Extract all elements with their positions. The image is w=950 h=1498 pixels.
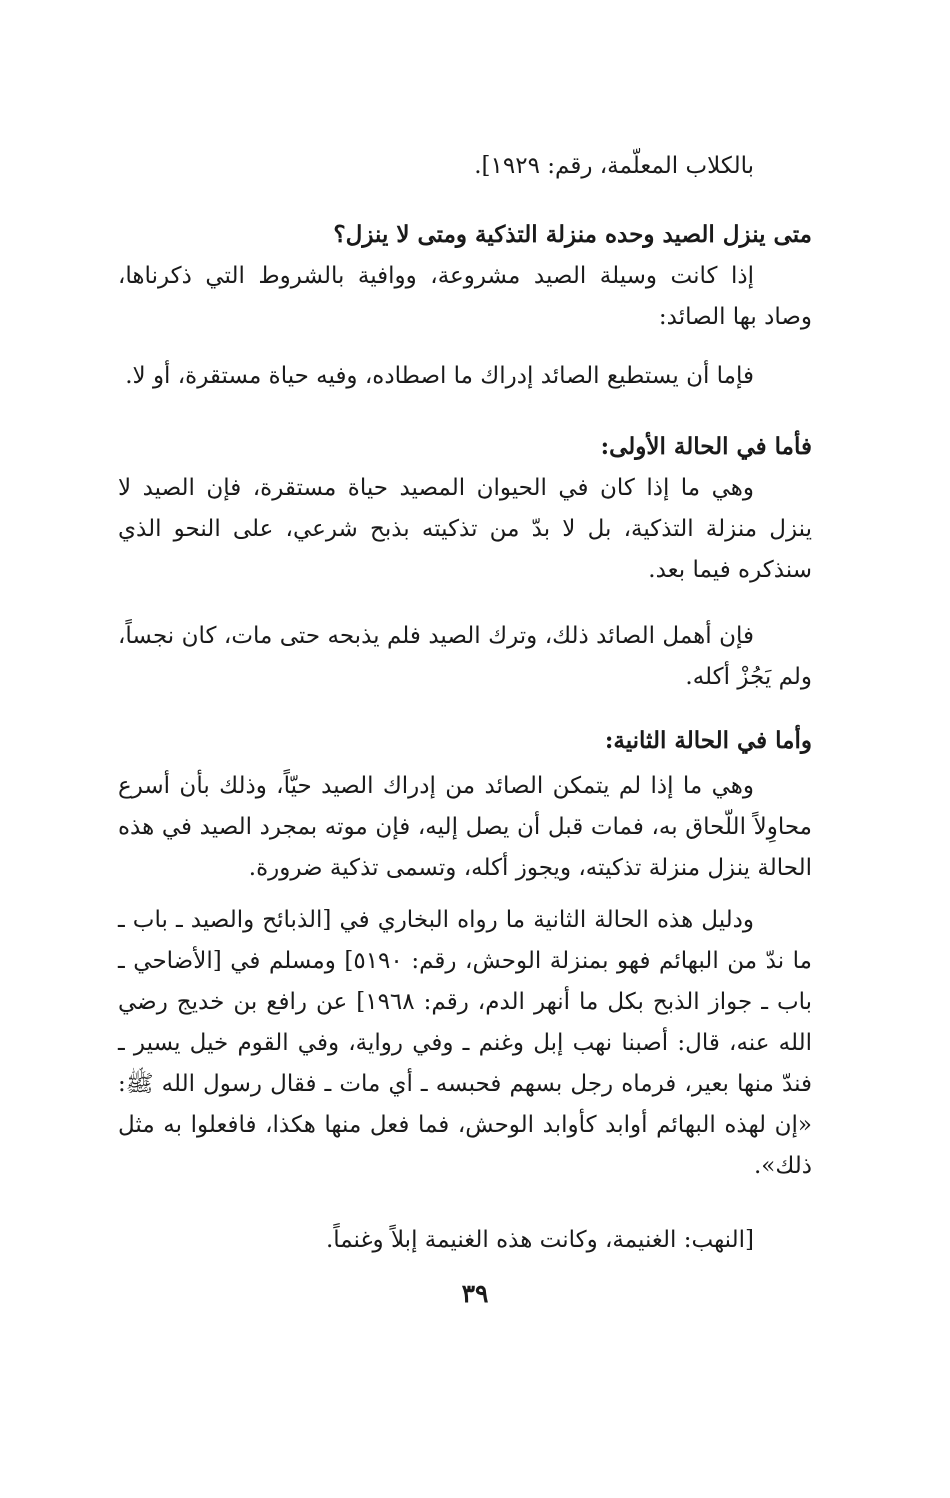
paragraph: وهي ما إذا كان في الحيوان المصيد حياة مستقرة، فإن الصيد لا ينزل منزلة التذكية، بل لا بدّ من تذكيته بذبح شرعي، على النحو الذي سنذكره فيما بعد. <box>118 475 812 583</box>
continuation-line: بالكلاب المعلّمة، رقم: ١٩٢٩]. <box>474 153 754 179</box>
hadith-paragraph: ودليل هذه الحالة الثانية ما رواه البخاري في [الذبائح والصيد ـ باب ـ ما ندّ من البهائم فهو بمنزلة الوحش، رقم: ٥١٩٠] ومسلم في [الأضاحي ـ باب ـ جواز الذبح بكل ما أنهر الدم، رقم: ١٩٦٨] عن رافع بن خديج رضي الله عنه، قال: أصبنا نهب إبل وغنم ـ وفي رواية، وفي القوم خيل يسير ـ فندّ منها بعير، فرماه رجل بسهم فحبسه ـ أي مات ـ فقال رسول الله ﷺ: «إن لهذه البهائم أوابد كأوابد الوحش، فما فعل منها هكذا، فافعلوا به مثل ذلك». <box>118 907 813 1179</box>
paragraph: وهي ما إذا لم يتمكن الصائد من إدراك الصيد حيّاً، وذلك بأن أسرع محاوِلاً اللّحاق به، فمات قبل أن يصل إليه، فإن موته بمجرد الصيد في هذه الحالة ينزل منزلة تذكيته، ويجوز أكله، وتسمى تذكية ضرورة. <box>118 773 812 881</box>
section-heading: متى ينزل الصيد وحده منزلة التذكية ومتى لا ينزل؟ <box>333 221 812 248</box>
footnote-paragraph: [النهب: الغنيمة، وكانت هذه الغنيمة إبلاً وغنماً. <box>325 1227 754 1253</box>
subsection-heading: وأما في الحالة الثانية: <box>604 727 812 754</box>
page-number: ٣٩ <box>461 1279 489 1308</box>
paragraph: إذا كانت وسيلة الصيد مشروعة، ووافية بالشروط التي ذكرناها، وصاد بها الصائد: <box>118 263 812 330</box>
paragraph: فإن أهمل الصائد ذلك، وترك الصيد فلم يذبحه حتى مات، كان نجساً، ولم يَجُزْ أكله. <box>118 623 812 690</box>
subsection-heading: فأما في الحالة الأولى: <box>600 433 812 460</box>
paragraph: فإما أن يستطيع الصائد إدراك ما اصطاده، وفيه حياة مستقرة، أو لا. <box>125 363 754 389</box>
